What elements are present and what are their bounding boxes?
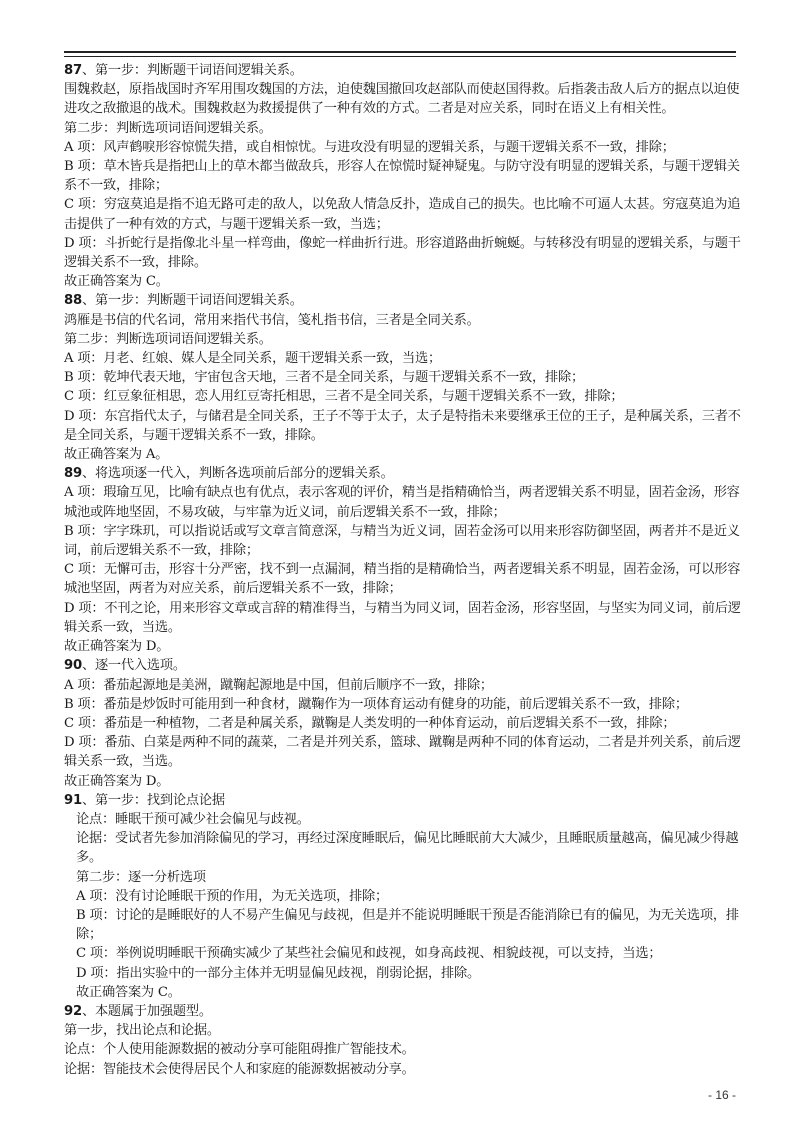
question-heading	[64, 1002, 744, 1021]
paragraph-text: A 项：番茄起源地是美洲，蹴鞠起源地是中国，但前后顺序不一致，排除；	[64, 677, 493, 693]
paragraph-text: A 项：风声鹤唳形容惊慌失措，或自相惊忧。与进攻没有明显的逻辑关系，与题干逻辑关系不一致，排除；	[64, 139, 675, 155]
paragraph	[64, 810, 744, 829]
paragraph	[64, 407, 744, 445]
paragraph	[64, 195, 744, 233]
paragraph	[64, 887, 744, 906]
paragraph-text: 、第一步：找到论点论据	[81, 792, 225, 808]
question-number: 87	[64, 63, 82, 78]
paragraph-text: D 项：东宫指代太子，与储君是全同关系，王子不等于太子，太子是特指未来要继承王位的王子，是种属关系，三者不是全同关系，与题干逻辑关系不一致，排除。	[64, 408, 741, 443]
paragraph	[64, 119, 744, 138]
paragraph	[64, 1060, 744, 1079]
paragraph	[64, 637, 744, 656]
paragraph	[64, 695, 744, 714]
paragraph-text: C 项：番茄是一种植物，二者是种属关系，蹴鞠是人类发明的一种体育运动，前后逻辑关系不一致，排除；	[64, 715, 676, 731]
paragraph-text: 故正确答案为 D。	[64, 639, 170, 655]
question-number: 90	[64, 658, 82, 674]
paragraph	[64, 234, 744, 272]
paragraph-text: 论点：个人使用能源数据的被动分享可能阻碍推广智能技术。	[64, 1042, 415, 1058]
paragraph	[64, 522, 744, 560]
paragraph-text: B 项：番茄是炒饭时可能用到一种食材，蹴鞠作为一项体育运动有健身的功能，前后逻辑关系不一致，排除；	[64, 696, 688, 712]
page-number: - 16 -	[707, 1088, 736, 1102]
question-number: 89	[64, 466, 82, 482]
paragraph	[64, 983, 744, 1002]
paragraph	[64, 272, 744, 291]
paragraph	[64, 138, 744, 157]
paragraph	[64, 560, 744, 598]
header-rule-thin	[64, 56, 736, 57]
paragraph-text: A 项：瑕瑜互见，比喻有缺点也有优点，表示客观的评价，精当是指精确恰当，两者逻辑关系不明显，固若金汤，形容城池或阵地坚固，不易攻破，与牢靠为近义词，前后逻辑关系不一致，排除；	[64, 485, 740, 520]
paragraph-text: D 项：番茄、白菜是两种不同的蔬菜，二者是并列关系，篮球、蹴鞠是两种不同的体育运动，二者是并列关系，前后逻辑关系一致，当选。	[64, 735, 741, 770]
paragraph	[64, 1021, 744, 1040]
paragraph-text: B 项：乾坤代表天地，宇宙包含天地，三者不是全同关系，与题干逻辑关系不一致，排除；	[64, 370, 584, 386]
paragraph	[64, 330, 744, 349]
question-heading	[64, 656, 744, 675]
document-body	[64, 61, 744, 1079]
paragraph	[64, 483, 744, 521]
paragraph-text: A 项：没有讨论睡眠干预的作用，为无关选项，排除；	[76, 888, 389, 904]
paragraph-text: 、第一步：判断题干词语间逻辑关系。	[81, 63, 303, 78]
paragraph	[64, 387, 744, 406]
paragraph	[64, 676, 744, 695]
paragraph-text: 第一步，找出论点和论据。	[64, 1023, 220, 1039]
paragraph-text: B 项：字字珠玑，可以指说话或写文章言简意深，与精当为近义词，固若金汤可以用来形容防御坚固，两者并不是近义词，前后逻辑关系不一致，排除；	[64, 523, 740, 559]
paragraph-text: 第二步：逐一分析选项	[76, 869, 206, 885]
paragraph-text: 故正确答案为 C。	[76, 984, 181, 1000]
paragraph-text: C 项：举例说明睡眠干预确实减少了某些社会偏见和歧视，如身高歧视、相貌歧视，可以支持，当选；	[76, 946, 662, 962]
paragraph	[64, 772, 744, 791]
paragraph	[64, 829, 744, 867]
paragraph-text: D 项：斗折蛇行是指像北斗星一样弯曲，像蛇一样曲折行进。形容道路曲折蜿蜒。与转移没有明显的逻辑关系，与题干逻辑关系不一致，排除。	[64, 235, 741, 271]
paragraph-text: 鸿雁是书信的代名词，常用来指代书信，笺札指书信，三者是全同关系。	[64, 312, 480, 328]
question-number: 88	[64, 293, 82, 309]
header-rule-thick	[64, 51, 736, 53]
paragraph-text: C 项：无懈可击，形容十分严密，找不到一点漏洞，精当指的是精确恰当，两者逻辑关系不明显，固若金汤，可以形容城池坚固，两者为对应关系，前后逻辑关系不一致，排除；	[64, 562, 741, 597]
paragraph	[64, 868, 744, 887]
paragraph	[64, 964, 744, 983]
paragraph	[64, 733, 744, 771]
paragraph-text: B 项：讨论的是睡眠好的人不易产生偏见与歧视，但是并不能说明睡眠干预是否能消除已有的偏见，为无关选项，排除；	[76, 907, 739, 943]
paragraph	[64, 906, 744, 944]
paragraph-text: 围魏救赵，原指战国时齐军用围攻魏国的方法，迫使魏国撤回攻赵部队而使赵国得救。后指袭击敌人后方的据点以迫使进攻之敌撤退的战术。围魏救赵为救援提供了一种有效的方式。二者是对应关系，同时在语义上有相关性。	[64, 82, 740, 117]
paragraph	[64, 944, 744, 963]
paragraph	[64, 80, 744, 118]
question-heading	[64, 464, 744, 483]
paragraph-text: 第二步：判断选项词语间逻辑关系。	[64, 120, 272, 136]
paragraph-text: 论据：受试者先参加消除偏见的学习，再经过深度睡眠后，偏见比睡眠前大大减少，且睡眠质量越高，偏见减少得越多。	[76, 831, 739, 866]
paragraph-text: 故正确答案为 C。	[64, 274, 169, 290]
paragraph	[64, 445, 744, 464]
paragraph-text: 第二步：判断选项词语间逻辑关系。	[64, 331, 272, 347]
paragraph	[64, 599, 744, 637]
paragraph	[64, 368, 744, 387]
question-heading	[64, 791, 744, 810]
question-number: 92	[64, 1003, 82, 1019]
paragraph-text: B 项：草木皆兵是指把山上的草木都当做敌兵，形容人在惊慌时疑神疑鬼。与防守没有明显的逻辑关系，与题干逻辑关系不一致，排除；	[64, 159, 740, 194]
paragraph-text: D 项：不刊之论，用来形容文章或言辞的精准得当，与精当为同义词，固若金汤，形容坚固，与坚实为同义词，前后逻辑关系一致，当选。	[64, 600, 741, 635]
paragraph-text: 论点：睡眠干预可减少社会偏见与歧视。	[76, 811, 310, 827]
paragraph	[64, 157, 744, 195]
paragraph	[64, 349, 744, 368]
question-heading	[64, 61, 744, 80]
paragraph-text: 、逐一代入选项。	[81, 658, 186, 674]
paragraph-text: 故正确答案为 D。	[64, 773, 170, 789]
question-heading	[64, 291, 744, 310]
paragraph	[64, 311, 744, 330]
paragraph-text: 、将选项逐一代入，判断各选项前后部分的逻辑关系。	[81, 466, 394, 482]
paragraph-text: 、第一步：判断题干词语间逻辑关系。	[81, 293, 303, 309]
paragraph-text: 故正确答案为 A。	[64, 447, 169, 463]
paragraph-text: C 项：红豆象征相思，恋人用红豆寄托相思，三者不是全同关系，与题干逻辑关系不一致，排除；	[64, 389, 624, 405]
question-number: 91	[64, 792, 82, 808]
paragraph	[64, 714, 744, 733]
paragraph-text: A 项：月老、红娘、媒人是全同关系，题干逻辑关系一致，当选；	[64, 351, 441, 367]
paragraph-text: C 项：穷寇莫追是指不追无路可走的敌人，以免敌人情急反扑，造成自己的损失。也比喻不可逼人太甚。穷寇莫追为追击提供了一种有效的方式，与题干逻辑关系一致，当选；	[64, 197, 741, 232]
paragraph-text: 、本题属于加强题型。	[81, 1003, 212, 1019]
paragraph-text: D 项：指出实验中的一部分主体并无明显偏见歧视，削弱论据，排除。	[76, 965, 480, 981]
paragraph-text: 论据：智能技术会使得居民个人和家庭的能源数据被动分享。	[64, 1061, 415, 1077]
paragraph	[64, 1040, 744, 1059]
